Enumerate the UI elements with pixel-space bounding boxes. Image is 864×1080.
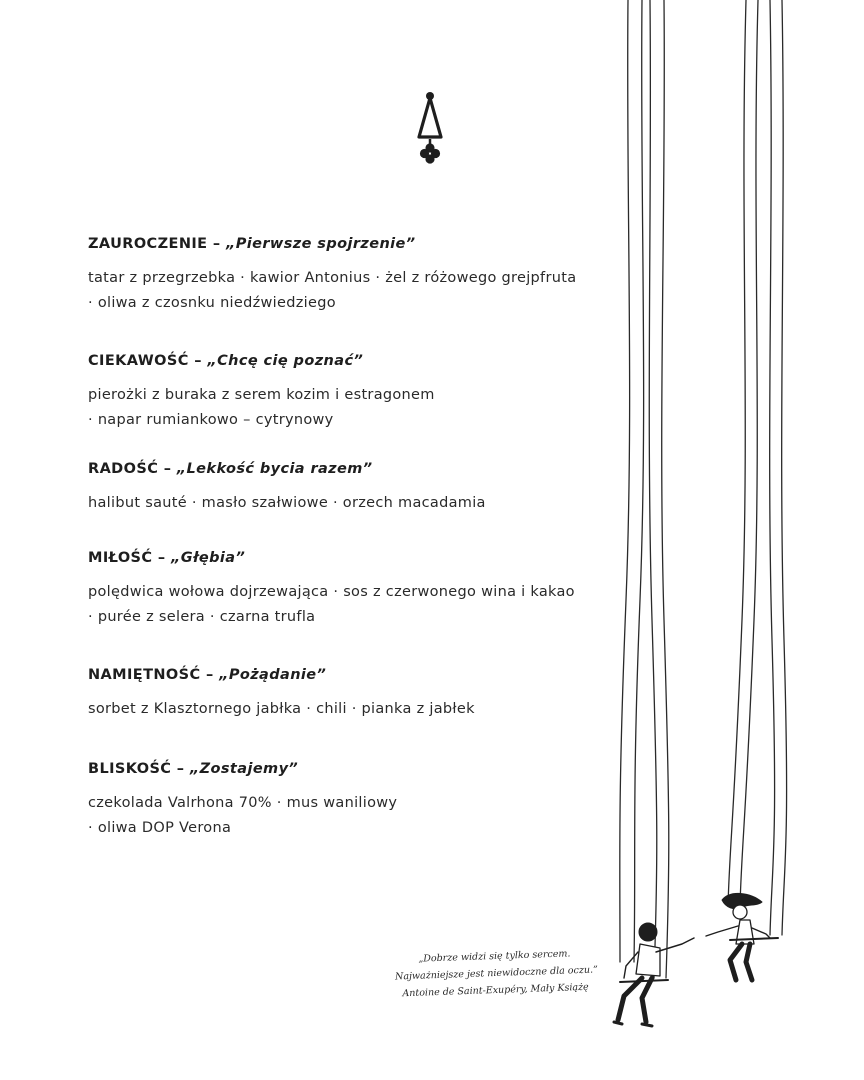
course-title	[88, 353, 608, 369]
tie-clover-icon	[412, 90, 448, 170]
course-namietnosc	[88, 667, 608, 722]
course-name: BLISKOŚĆ	[88, 761, 172, 777]
course-name: CIEKAWOŚĆ	[88, 353, 189, 369]
quote-author: Antoine de Saint-Exupéry, Mały Książę	[402, 981, 589, 1000]
course-title	[88, 461, 608, 477]
course-bliskosc	[88, 761, 608, 841]
course-zauroczenie	[88, 236, 608, 316]
description-line: czekolada Valrhona 70% · mus waniliowy	[88, 795, 398, 811]
course-name: MIŁOŚĆ	[88, 550, 153, 566]
swing-children-illustration	[590, 0, 850, 1080]
course-title	[88, 236, 608, 252]
course-title	[88, 667, 608, 683]
description-line: sorbet z Klasztornego jabłka · chili · pianka z jabłek	[88, 701, 475, 717]
course-name: NAMIĘTNOŚĆ	[88, 667, 201, 683]
course-subtitle: „Chcę cię poznać”	[207, 353, 364, 369]
course-subtitle: „Zostajemy”	[189, 761, 299, 777]
course-subtitle: „Głębia”	[171, 550, 246, 566]
course-description	[88, 697, 608, 722]
course-ciekawosc	[88, 353, 608, 433]
girl-figure	[706, 893, 778, 980]
course-subtitle: „Pierwsze spojrzenie”	[226, 236, 416, 252]
course-description	[88, 383, 608, 433]
course-separator: –	[163, 461, 172, 477]
course-radosc	[88, 461, 608, 516]
quote-line: Najważniejsze jest niewidoczne dla oczu.”	[394, 964, 599, 983]
course-name: RADOŚĆ	[88, 461, 159, 477]
boy-figure	[614, 923, 694, 1026]
course-description	[88, 266, 608, 316]
course-separator: –	[212, 236, 221, 252]
course-subtitle: „Lekkość bycia razem”	[176, 461, 373, 477]
course-description	[88, 491, 608, 516]
description-line: · napar rumiankowo – cytrynowy	[88, 412, 334, 428]
course-milosc	[88, 550, 608, 630]
course-separator: –	[176, 761, 185, 777]
description-line: halibut sauté · masło szałwiowe · orzech macadamia	[88, 495, 486, 511]
course-title	[88, 550, 608, 566]
course-subtitle: „Pożądanie”	[219, 667, 327, 683]
course-separator: –	[157, 550, 166, 566]
description-line: · oliwa DOP Verona	[88, 820, 232, 836]
description-line: polędwica wołowa dojrzewająca · sos z czerwonego wina i kakao	[88, 584, 575, 600]
course-description	[88, 791, 608, 841]
handwritten-quote	[394, 945, 599, 1003]
course-separator: –	[194, 353, 202, 369]
description-line: · oliwa z czosnku niedźwiedziego	[88, 295, 336, 311]
course-name: ZAUROCZENIE	[88, 236, 208, 252]
description-line: tatar z przegrzebka · kawior Antonius · żel z różowego grejpfruta	[88, 270, 577, 286]
description-line: · purée z selera · czarna trufla	[88, 609, 316, 625]
course-title	[88, 761, 608, 777]
course-separator: –	[205, 667, 214, 683]
description-line: pierożki z buraka z serem kozim i estragonem	[88, 387, 435, 403]
course-description	[88, 580, 608, 630]
quote-line: „Dobrze widzi się tylko sercem.	[418, 948, 571, 965]
